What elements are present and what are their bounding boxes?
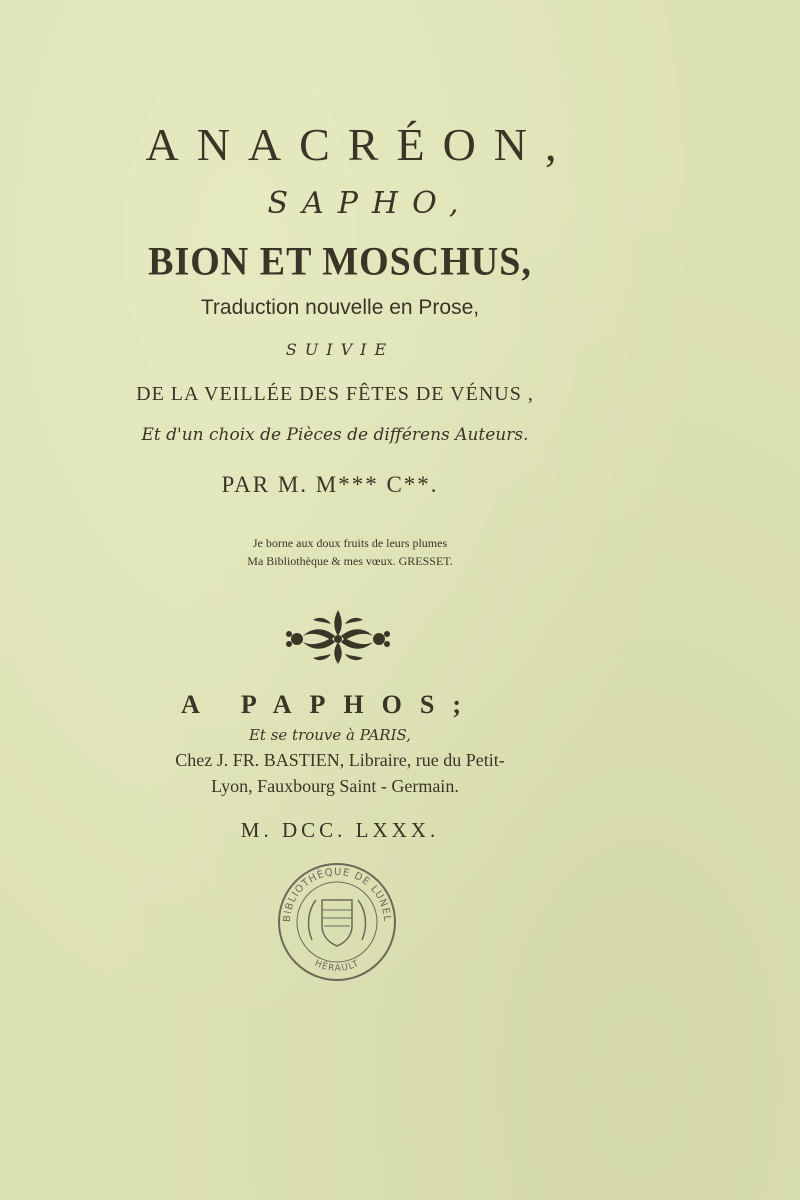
author-line: PAR M. M*** C**. [221, 472, 439, 497]
stamp-bottom-text: HÉRAULT [312, 958, 362, 974]
subtitle-choix: Et d'un choix de Pièces de différens Auteurs. [141, 425, 529, 445]
title-anacreon: ANACRÉON, [145, 119, 575, 170]
library-stamp-icon [272, 860, 402, 985]
subtitle-veillee: DE LA VEILLÉE DES FÊTES DE VÉNUS , [136, 383, 534, 405]
imprint-place: A PAPHOS; [180, 690, 480, 719]
imprint-date: M. DCC. LXXX. [240, 818, 440, 842]
imprint-found-in: Et se trouve à PARIS, [248, 726, 412, 744]
stamp-top-text: BIBLIOTHÈQUE DE LUNEL [281, 866, 393, 923]
subtitle-suivie: SUIVIE [285, 340, 395, 359]
epigraph-line-1: Je borne aux doux fruits de leurs plumes [252, 536, 448, 550]
epigraph-line-2: Ma Bibliothèque & mes vœux. GRESSET. [247, 554, 453, 568]
title-sapho: SAPHO, [267, 186, 473, 221]
imprint-publisher-2: Lyon, Fauxbourg Saint - Germain. [211, 776, 459, 796]
subtitle-translation: Traduction nouvelle en Prose, [200, 296, 480, 319]
svg-text:HÉRAULT [313, 959, 361, 974]
svg-text:BIBLIOTHÈQUE DE LUNEL [282, 867, 392, 923]
title-bion-moschus: BION ET MOSCHUS, [148, 239, 532, 285]
imprint-publisher-1: Chez J. FR. BASTIEN, Libraire, rue du Petit- [175, 750, 505, 770]
floral-ornament-icon [283, 606, 393, 670]
